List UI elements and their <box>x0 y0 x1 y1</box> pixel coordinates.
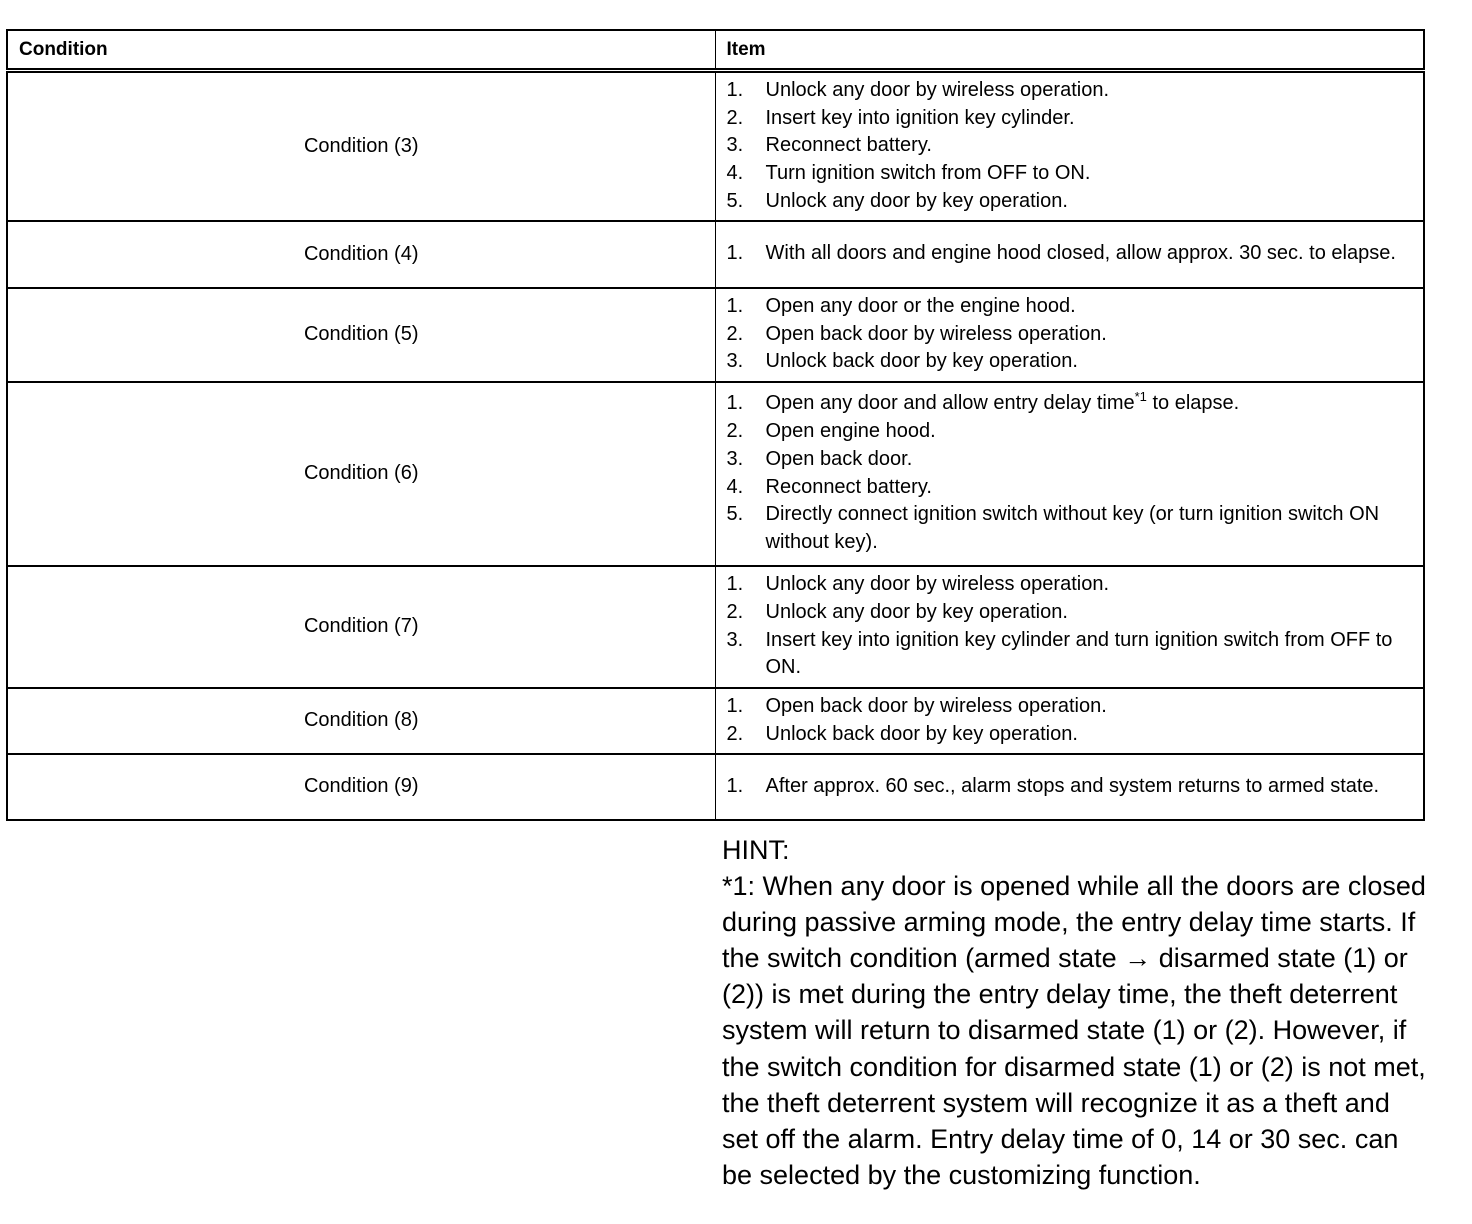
step-number: 1. <box>726 572 744 595</box>
item-cell <box>715 566 1424 688</box>
list-item <box>727 501 1412 557</box>
step-text: Open back door. <box>765 447 913 470</box>
condition-cell: Condition (5) <box>7 288 715 382</box>
step-text: Unlock back door by key operation. <box>765 722 1078 745</box>
condition-cell: Condition (6) <box>7 382 715 566</box>
list-item <box>727 693 1412 721</box>
table-row <box>7 382 1424 566</box>
table-row <box>7 688 1424 754</box>
step-list <box>727 773 1412 801</box>
step-number: 5. <box>726 189 744 212</box>
step-text: Open any door or the engine hood. <box>765 294 1076 317</box>
step-text: Insert key into ignition key cylinder and turn ignition switch from OFF to ON. <box>765 628 1393 679</box>
table-row <box>7 288 1424 382</box>
step-text: Open engine hood. <box>765 419 936 442</box>
step-number: 1. <box>726 392 744 415</box>
hint-body: *1: When any door is opened while all the doors are closed during passive arming mode, the entry delay time starts. If the switch condition (armed state → disarmed state (1) or (2)) is met during the entry delay time, the theft deterrent system will return to disarmed state (1) or (2). However, if the switch condition for disarmed state (1) or (2) is not met, the theft deterrent system will recognize it as a theft and set off the alarm. Entry delay time of 0, 14 or 30 sec. can be selected by the customizing function. <box>722 871 1426 1190</box>
step-text: Open back door by wireless operation. <box>765 322 1107 345</box>
condition-column-header: Condition <box>7 30 715 71</box>
table-header-row <box>7 30 1424 71</box>
step-text: After approx. 60 sec., alarm stops and system returns to armed state. <box>765 774 1380 797</box>
hint-title: HINT: <box>722 835 790 865</box>
condition-cell: Condition (3) <box>7 71 715 221</box>
step-text: Unlock any door by wireless operation. <box>765 78 1110 101</box>
item-column-header: Item <box>715 30 1424 71</box>
item-cell <box>715 688 1424 754</box>
table-row <box>7 566 1424 688</box>
step-number: 1. <box>726 774 744 797</box>
step-number: 3. <box>726 350 744 373</box>
hint-note <box>722 832 1430 1193</box>
step-number: 2. <box>726 106 744 129</box>
item-cell <box>715 288 1424 382</box>
list-item <box>727 240 1412 268</box>
table-row <box>7 754 1424 820</box>
step-number: 1. <box>726 694 744 717</box>
step-list <box>727 693 1412 749</box>
list-item <box>727 105 1412 133</box>
step-text: Reconnect battery. <box>765 475 932 498</box>
list-item <box>727 446 1412 474</box>
step-text: Unlock any door by key operation. <box>765 600 1068 623</box>
table-body <box>7 71 1424 820</box>
step-number: 1. <box>726 294 744 317</box>
step-text: Unlock any door by key operation. <box>765 189 1068 212</box>
condition-item-table <box>6 29 1425 821</box>
step-number: 2. <box>726 322 744 345</box>
list-item <box>727 474 1412 502</box>
step-text-continued: to elapse. <box>1146 392 1240 415</box>
step-text: Open back door by wireless operation. <box>765 694 1107 717</box>
step-number: 2. <box>726 419 744 442</box>
step-list <box>727 293 1412 376</box>
list-item <box>727 418 1412 446</box>
step-number: 1. <box>726 242 744 265</box>
list-item <box>727 160 1412 188</box>
step-number: 4. <box>726 162 744 185</box>
condition-cell: Condition (4) <box>7 221 715 288</box>
step-list <box>727 571 1412 682</box>
step-text: With all doors and engine hood closed, allow approx. 30 sec. to elapse. <box>765 242 1396 265</box>
step-number: 4. <box>726 475 744 498</box>
step-number: 5. <box>726 503 744 526</box>
step-number: 1. <box>726 78 744 101</box>
list-item <box>727 773 1412 801</box>
list-item <box>727 721 1412 749</box>
step-text: Unlock back door by key operation. <box>765 350 1078 373</box>
item-cell <box>715 221 1424 288</box>
item-cell <box>715 754 1424 820</box>
step-number: 2. <box>726 600 744 623</box>
list-item <box>727 571 1412 599</box>
step-text: Unlock any door by wireless operation. <box>765 572 1110 595</box>
list-item <box>727 321 1412 349</box>
condition-cell: Condition (7) <box>7 566 715 688</box>
item-cell <box>715 382 1424 566</box>
list-item <box>727 599 1412 627</box>
condition-cell: Condition (9) <box>7 754 715 820</box>
table-row <box>7 221 1424 288</box>
list-item <box>727 627 1412 683</box>
list-item <box>727 390 1412 418</box>
step-text: Reconnect battery. <box>765 134 932 157</box>
table-row <box>7 71 1424 221</box>
item-cell <box>715 71 1424 221</box>
list-item <box>727 348 1412 376</box>
step-text: Directly connect ignition switch without key (or turn ignition switch ON without key). <box>765 503 1380 554</box>
step-list <box>727 77 1412 216</box>
list-item <box>727 77 1412 105</box>
step-text: Turn ignition switch from OFF to ON. <box>765 162 1091 185</box>
step-number: 3. <box>726 134 744 157</box>
step-number: 2. <box>726 722 744 745</box>
step-text: Insert key into ignition key cylinder. <box>765 106 1075 129</box>
step-number: 3. <box>726 447 744 470</box>
step-list <box>727 390 1412 557</box>
list-item <box>727 132 1412 160</box>
step-number: 3. <box>726 628 744 651</box>
footnote-marker: *1 <box>1134 389 1147 405</box>
list-item <box>727 293 1412 321</box>
step-text: Open any door and allow entry delay time <box>765 392 1135 415</box>
step-list <box>727 240 1412 268</box>
list-item <box>727 188 1412 216</box>
condition-cell: Condition (8) <box>7 688 715 754</box>
